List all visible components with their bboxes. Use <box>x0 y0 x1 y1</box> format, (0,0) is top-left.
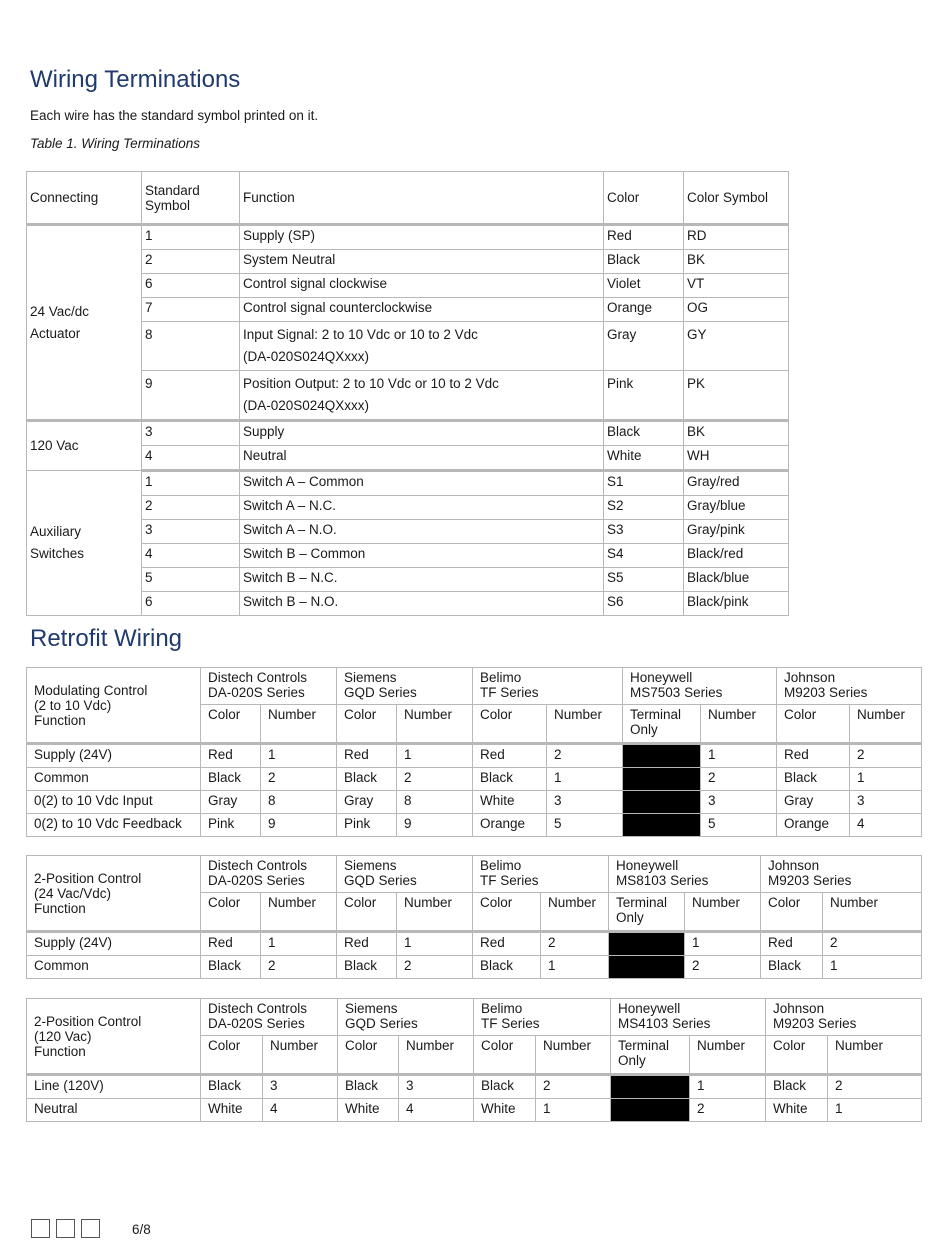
brand-line: Distech Controls <box>208 1001 308 1016</box>
brand-line: Belimo <box>481 1001 523 1016</box>
cell-number: 2 <box>261 956 337 979</box>
cell-color-symbol: Black/pink <box>684 592 789 616</box>
subheader-color: Color <box>766 1036 828 1075</box>
cell-symbol: 4 <box>142 544 240 568</box>
brand-line: Johnson <box>784 670 836 685</box>
cell-number: 5 <box>701 814 777 837</box>
cell-number: 1 <box>701 744 777 768</box>
cell-number: 4 <box>850 814 922 837</box>
group-label-line: Actuator <box>30 325 81 341</box>
subheader-number: Number <box>547 705 623 744</box>
subheader-number: Number <box>823 893 922 932</box>
intro-text: Each wire has the standard symbol printed on it. <box>30 108 319 123</box>
cell-color: Black <box>337 768 397 791</box>
table-row <box>27 520 789 544</box>
cell-number: 1 <box>541 956 609 979</box>
table-row <box>27 250 789 274</box>
table-row <box>27 421 789 446</box>
cell-number: 4 <box>263 1099 338 1122</box>
cell-color-symbol: OG <box>684 298 789 322</box>
page-number: 6/8 <box>132 1222 151 1237</box>
brand-line: MS7503 Series <box>630 685 723 700</box>
cell-function: 0(2) to 10 Vdc Feedback <box>27 814 201 837</box>
cell-symbol: 3 <box>142 520 240 544</box>
subheader-number: Number <box>399 1036 474 1075</box>
subheader-color: Color <box>473 893 541 932</box>
table-row <box>27 814 922 837</box>
subheader-number: Number <box>828 1036 922 1075</box>
table-caption: Table 1. Wiring Terminations <box>30 136 200 151</box>
brand-line: Honeywell <box>618 1001 681 1016</box>
subheader-color: Color <box>201 1036 263 1075</box>
cell-color: Black <box>473 956 541 979</box>
cell-function: Common <box>27 768 201 791</box>
cell-number: 8 <box>261 791 337 814</box>
footer-box <box>31 1219 50 1238</box>
cell-color: Red <box>201 932 261 956</box>
subheader-color: Color <box>338 1036 399 1075</box>
cell-color: White <box>338 1099 399 1122</box>
header-color-symbol: Color Symbol <box>684 172 789 225</box>
cell-number: 4 <box>399 1099 474 1122</box>
function-header-line: (24 Vac/Vdc) <box>34 885 112 901</box>
cell-color: Black <box>201 1075 263 1099</box>
cell-number: 1 <box>690 1075 766 1099</box>
cell-function: Common <box>27 956 201 979</box>
cell-number: 1 <box>685 932 761 956</box>
function-line: (DA-020S024QXxxx) <box>243 349 370 364</box>
cell-color: White <box>473 791 547 814</box>
cell-color-symbol: Gray/pink <box>684 520 789 544</box>
cell-number: 2 <box>701 768 777 791</box>
cell-color: White <box>201 1099 263 1122</box>
cell-symbol: 4 <box>142 446 240 471</box>
subheader-number: Number <box>536 1036 611 1075</box>
function-header-line: Function <box>34 1043 86 1059</box>
cell-color: Red <box>777 744 850 768</box>
cell-terminal-blacked <box>611 1075 690 1099</box>
cell-terminal-blacked <box>609 956 685 979</box>
cell-color: Orange <box>473 814 547 837</box>
cell-number: 3 <box>701 791 777 814</box>
brand-line: DA-020S Series <box>208 685 305 700</box>
brand-line: M9203 Series <box>773 1016 857 1031</box>
brand-line: Belimo <box>480 670 522 685</box>
cell-symbol: 2 <box>142 496 240 520</box>
group-120vac: 120 Vac <box>27 421 142 471</box>
cell-number: 1 <box>261 932 337 956</box>
brand-line: M9203 Series <box>784 685 868 700</box>
function-header-line: Function <box>34 712 86 728</box>
cell-function: Supply <box>240 421 604 446</box>
brand-honeywell <box>611 999 766 1036</box>
cell-symbol: 1 <box>142 225 240 250</box>
brand-johnson <box>766 999 922 1036</box>
cell-number: 9 <box>261 814 337 837</box>
subheader-terminal-only: Terminal Only <box>623 705 701 744</box>
brand-line: TF Series <box>480 685 539 700</box>
cell-number: 2 <box>261 768 337 791</box>
cell-color: Gray <box>777 791 850 814</box>
subheader-number: Number <box>701 705 777 744</box>
function-header-line: Function <box>34 900 86 916</box>
header-color: Color <box>604 172 684 225</box>
cell-color: Orange <box>604 298 684 322</box>
brand-honeywell <box>623 668 777 705</box>
brand-siemens <box>337 856 473 893</box>
cell-color: Orange <box>777 814 850 837</box>
subheader-number: Number <box>261 893 337 932</box>
cell-symbol: 5 <box>142 568 240 592</box>
table-row <box>27 956 922 979</box>
cell-color: Red <box>337 932 397 956</box>
cell-color: Black <box>338 1075 399 1099</box>
cell-number: 2 <box>397 956 473 979</box>
cell-color-symbol: VT <box>684 274 789 298</box>
table-row <box>27 274 789 298</box>
function-header-line: 2-Position Control <box>34 1013 142 1029</box>
cell-color: Black <box>201 956 261 979</box>
brand-line: Siemens <box>344 670 397 685</box>
function-header-line: (2 to 10 Vdc) <box>34 697 112 713</box>
group-auxiliary-switches: Auxiliary Switches <box>27 471 142 616</box>
cell-color: Gray <box>604 322 684 371</box>
function-header <box>27 999 201 1075</box>
brand-belimo <box>474 999 611 1036</box>
cell-color: Black <box>201 768 261 791</box>
cell-color: Red <box>473 932 541 956</box>
cell-function: Supply (24V) <box>27 744 201 768</box>
brand-line: Siemens <box>345 1001 398 1016</box>
cell-color: Red <box>761 932 823 956</box>
cell-color: Gray <box>201 791 261 814</box>
function-header-line: (120 Vac) <box>34 1028 92 1044</box>
cell-function: Supply (SP) <box>240 225 604 250</box>
cell-color-symbol: Gray/blue <box>684 496 789 520</box>
cell-color: Black <box>761 956 823 979</box>
cell-color: Pink <box>201 814 261 837</box>
cell-color: White <box>474 1099 536 1122</box>
brand-line: Siemens <box>344 858 397 873</box>
cell-function: Switch A – N.O. <box>240 520 604 544</box>
cell-function: Supply (24V) <box>27 932 201 956</box>
cell-function: Neutral <box>27 1099 201 1122</box>
cell-color: White <box>766 1099 828 1122</box>
subheader-color: Color <box>337 705 397 744</box>
brand-line: Honeywell <box>616 858 679 873</box>
header-connecting: Connecting <box>27 172 142 225</box>
table-row <box>27 791 922 814</box>
cell-color-symbol: WH <box>684 446 789 471</box>
cell-symbol: 7 <box>142 298 240 322</box>
function-header-line: Modulating Control <box>34 682 148 698</box>
brand-siemens <box>338 999 474 1036</box>
subheader-color: Color <box>337 893 397 932</box>
cell-color: S1 <box>604 471 684 496</box>
cell-function: Neutral <box>240 446 604 471</box>
subheader-color: Color <box>777 705 850 744</box>
table-row <box>27 568 789 592</box>
cell-number: 3 <box>399 1075 474 1099</box>
cell-color: Pink <box>604 371 684 421</box>
cell-function: Switch A – Common <box>240 471 604 496</box>
function-header <box>27 668 201 744</box>
cell-color-symbol: Black/blue <box>684 568 789 592</box>
cell-terminal-blacked <box>623 814 701 837</box>
header-standard-symbol: Standard Symbol <box>142 172 240 225</box>
cell-function: Switch A – N.C. <box>240 496 604 520</box>
function-line: Input Signal: 2 to 10 Vdc or 10 to 2 Vdc <box>243 327 478 342</box>
function-line: (DA-020S024QXxxx) <box>243 398 370 413</box>
cell-function: Switch B – N.O. <box>240 592 604 616</box>
cell-color: Red <box>201 744 261 768</box>
subheader-color: Color <box>761 893 823 932</box>
cell-color-symbol: BK <box>684 421 789 446</box>
cell-color-symbol: GY <box>684 322 789 371</box>
cell-number: 9 <box>397 814 473 837</box>
table-row <box>27 371 789 421</box>
table-row <box>27 471 789 496</box>
table-row <box>27 298 789 322</box>
cell-number: 3 <box>263 1075 338 1099</box>
table-row <box>27 322 789 371</box>
cell-symbol: 8 <box>142 322 240 371</box>
cell-number: 2 <box>823 932 922 956</box>
table-row <box>27 225 789 250</box>
subheader-number: Number <box>263 1036 338 1075</box>
cell-terminal-blacked <box>623 768 701 791</box>
brand-distech <box>201 668 337 705</box>
brand-line: DA-020S Series <box>208 1016 305 1031</box>
table-row <box>27 932 922 956</box>
subheader-color: Color <box>201 705 261 744</box>
subheader-number: Number <box>397 705 473 744</box>
brand-johnson <box>761 856 922 893</box>
cell-color-symbol: RD <box>684 225 789 250</box>
cell-color: Pink <box>337 814 397 837</box>
table-row <box>27 744 922 768</box>
cell-number: 1 <box>828 1099 922 1122</box>
retrofit-table-2pos-24v <box>26 855 922 979</box>
cell-color: Violet <box>604 274 684 298</box>
brand-line: GQD Series <box>344 873 417 888</box>
cell-number: 1 <box>850 768 922 791</box>
subheader-number: Number <box>685 893 761 932</box>
cell-terminal-blacked <box>623 744 701 768</box>
brand-line: DA-020S Series <box>208 873 305 888</box>
cell-symbol: 2 <box>142 250 240 274</box>
cell-function: Switch B – Common <box>240 544 604 568</box>
subheader-number: Number <box>690 1036 766 1075</box>
cell-number: 1 <box>261 744 337 768</box>
cell-symbol: 3 <box>142 421 240 446</box>
cell-color-symbol: Black/red <box>684 544 789 568</box>
cell-number: 2 <box>850 744 922 768</box>
cell-number: 2 <box>547 744 623 768</box>
cell-symbol: 6 <box>142 592 240 616</box>
wiring-terminations-table <box>26 171 789 616</box>
brand-line: GQD Series <box>345 1016 418 1031</box>
brand-siemens <box>337 668 473 705</box>
subheader-number: Number <box>541 893 609 932</box>
cell-color: Black <box>337 956 397 979</box>
brand-honeywell <box>609 856 761 893</box>
brand-line: Johnson <box>773 1001 825 1016</box>
cell-number: 1 <box>536 1099 611 1122</box>
cell-number: 3 <box>547 791 623 814</box>
table-row <box>27 446 789 471</box>
cell-color: Black <box>604 250 684 274</box>
cell-number: 2 <box>536 1075 611 1099</box>
cell-function: System Neutral <box>240 250 604 274</box>
subheader-number: Number <box>261 705 337 744</box>
cell-symbol: 9 <box>142 371 240 421</box>
header-function: Function <box>240 172 604 225</box>
cell-color: Red <box>337 744 397 768</box>
group-label-line: 24 Vac/dc <box>30 303 90 319</box>
cell-color: S2 <box>604 496 684 520</box>
cell-color-symbol: PK <box>684 371 789 421</box>
cell-color-symbol: BK <box>684 250 789 274</box>
cell-color: Black <box>766 1075 828 1099</box>
table-row <box>27 768 922 791</box>
cell-color: Gray <box>337 791 397 814</box>
brand-line: Distech Controls <box>208 670 308 685</box>
brand-line: MS4103 Series <box>618 1016 711 1031</box>
function-line: Position Output: 2 to 10 Vdc or 10 to 2 Vdc <box>243 376 499 391</box>
brand-line: TF Series <box>481 1016 540 1031</box>
brand-belimo <box>473 668 623 705</box>
cell-terminal-blacked <box>611 1099 690 1122</box>
cell-color: S4 <box>604 544 684 568</box>
cell-function: Control signal clockwise <box>240 274 604 298</box>
footer-box <box>56 1219 75 1238</box>
brand-line: Distech Controls <box>208 858 308 873</box>
cell-function: 0(2) to 10 Vdc Input <box>27 791 201 814</box>
table-row <box>27 544 789 568</box>
table-row <box>27 1075 922 1099</box>
cell-number: 3 <box>850 791 922 814</box>
brand-line: TF Series <box>480 873 539 888</box>
brand-line: Johnson <box>768 858 820 873</box>
cell-color: Black <box>777 768 850 791</box>
subheader-terminal-only: Terminal Only <box>609 893 685 932</box>
cell-color: Black <box>604 421 684 446</box>
group-24vac-actuator <box>27 225 142 421</box>
cell-color: Red <box>604 225 684 250</box>
cell-color-symbol: Gray/red <box>684 471 789 496</box>
cell-color: Black <box>474 1075 536 1099</box>
footer-box <box>81 1219 100 1238</box>
subheader-terminal-only: Terminal Only <box>611 1036 690 1075</box>
subheader-color: Color <box>201 893 261 932</box>
cell-symbol: 1 <box>142 471 240 496</box>
cell-symbol: 6 <box>142 274 240 298</box>
section-title-wiring-terminations: Wiring Terminations <box>30 66 241 93</box>
cell-terminal-blacked <box>623 791 701 814</box>
brand-johnson <box>777 668 922 705</box>
cell-number: 2 <box>397 768 473 791</box>
cell-number: 8 <box>397 791 473 814</box>
cell-function <box>240 371 604 421</box>
brand-line: MS8103 Series <box>616 873 709 888</box>
cell-function <box>240 322 604 371</box>
cell-color: S6 <box>604 592 684 616</box>
cell-number: 1 <box>397 932 473 956</box>
cell-number: 2 <box>690 1099 766 1122</box>
subheader-color: Color <box>474 1036 536 1075</box>
brand-line: GQD Series <box>344 685 417 700</box>
cell-color: Black <box>473 768 547 791</box>
cell-function: Line (120V) <box>27 1075 201 1099</box>
subheader-color: Color <box>473 705 547 744</box>
table-row <box>27 496 789 520</box>
brand-distech <box>201 999 338 1036</box>
brand-line: M9203 Series <box>768 873 852 888</box>
retrofit-table-2pos-120v <box>26 998 922 1122</box>
cell-color: White <box>604 446 684 471</box>
cell-number: 1 <box>547 768 623 791</box>
cell-terminal-blacked <box>609 932 685 956</box>
cell-number: 2 <box>828 1075 922 1099</box>
brand-belimo <box>473 856 609 893</box>
cell-function: Switch B – N.C. <box>240 568 604 592</box>
cell-color: Red <box>473 744 547 768</box>
subheader-number: Number <box>850 705 922 744</box>
section-title-retrofit-wiring: Retrofit Wiring <box>30 625 183 652</box>
retrofit-table-modulating <box>26 667 922 837</box>
function-header <box>27 856 201 932</box>
cell-number: 1 <box>397 744 473 768</box>
brand-line: Belimo <box>480 858 522 873</box>
table-row <box>27 592 789 616</box>
brand-distech <box>201 856 337 893</box>
table-row <box>27 1099 922 1122</box>
cell-color: S3 <box>604 520 684 544</box>
cell-color: S5 <box>604 568 684 592</box>
cell-number: 2 <box>541 932 609 956</box>
cell-number: 2 <box>685 956 761 979</box>
cell-number: 1 <box>823 956 922 979</box>
cell-number: 5 <box>547 814 623 837</box>
function-header-line: 2-Position Control <box>34 870 142 886</box>
brand-line: Honeywell <box>630 670 693 685</box>
footer-boxes <box>31 1219 106 1238</box>
subheader-number: Number <box>397 893 473 932</box>
cell-function: Control signal counterclockwise <box>240 298 604 322</box>
